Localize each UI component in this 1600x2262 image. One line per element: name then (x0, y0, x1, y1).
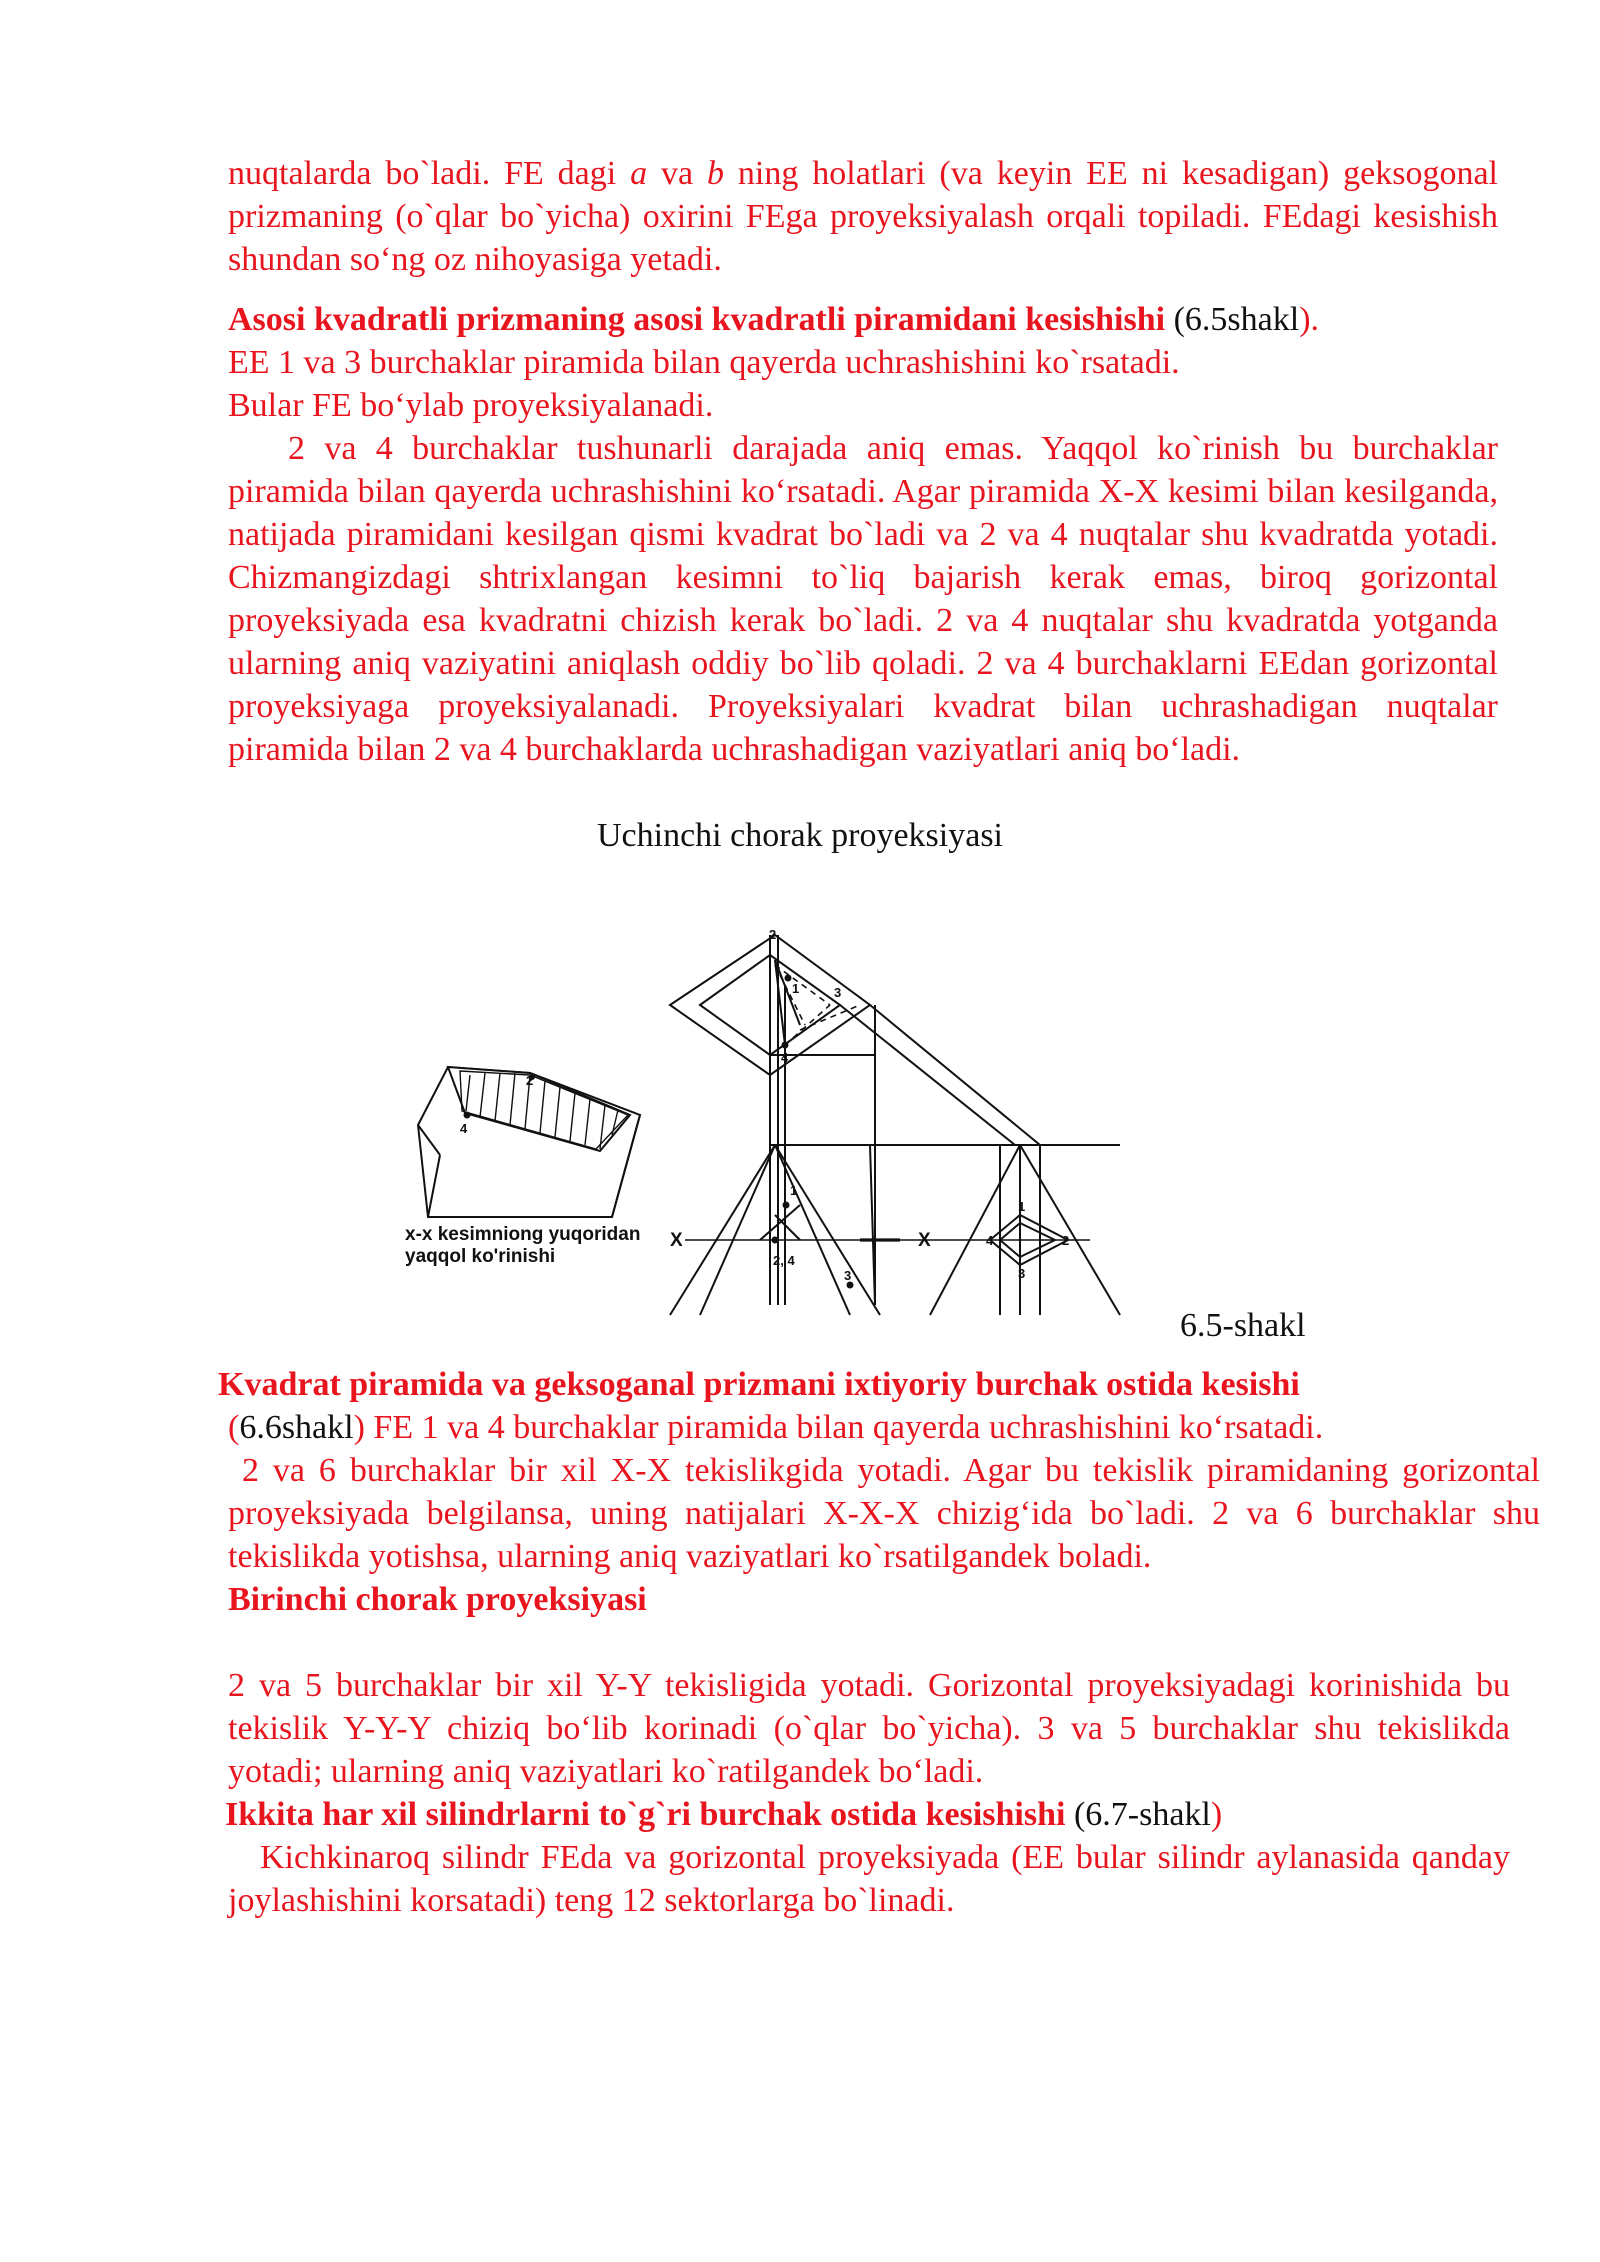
paragraph-intro: nuqtalarda bo`ladi. FE dagi a va b ning holatlari (va keyin EE ni kesadigan) geksogonal prizmaning (o`qlar bo`yicha) oxirini FEga proyeksiyalash orqali topiladi. FEdagi kesishish shundan so‘ng oz nihoyasiga yetadi. (228, 155, 1498, 278)
fig-point-4-top: 4 (781, 1050, 789, 1065)
var-a: a (630, 155, 648, 192)
fig-point-3-top: 3 (834, 985, 842, 1000)
fig-point-1-side: 1 (1018, 1199, 1026, 1214)
fig-point-1-front: 1 (790, 1183, 798, 1198)
fig-point-1-top: 1 (792, 981, 800, 996)
section-heading-pyramid-hexagon: Kvadrat piramida va geksoganal prizmani ixtiyoriy burchak ostida kesishi (218, 1366, 1300, 1403)
axis-label-x-left: X (670, 1230, 683, 1251)
fig-point-4-side: 4 (986, 1233, 994, 1248)
fig-point-2-side: 2 (1062, 1233, 1070, 1248)
section-heading-cylinders: Ikkita har xil silindrlarni to`g`ri burchak ostida kesishishi (6.7-shakl) (225, 1796, 1223, 1833)
figure-label-line2: yaqqol ko'rinishi (405, 1246, 556, 1267)
subcaption-third-quadrant: Uchinchi chorak proyeksiyasi (597, 817, 1003, 854)
fig-point-2-pictorial: 2 (526, 1073, 534, 1088)
paragraph-corners-2-4: 2 va 4 burchaklar tushunarli darajada aniq emas. Yaqqol ko`rinish bu burchaklar piramida bilan qayerda uchrashishini ko‘rsatadi. Agar piramida X-X kesimi bilan kesilganda, natijada piramidani kesilgan qismi kvadrat bo`ladi va 2 va 4 nuqtalar shu kvadratda yotadi. Chizmangizdagi shtrixlangan kesimni to`liq bajarish kerak emas, biroq gorizontal proyeksiyada esa kvadratni chizish kerak bo`ladi. 2 va 4 nuqtalar shu kvadratda yotganda ularning aniq vaziyatini aniqlash oddiy bo`lib qoladi. 2 va 4 burchaklarni EEdan gorizontal proyeksiyaga proyeksiyalanadi. Proyeksiyalari kvadrat bilan uchrashadigan nuqtalar piramida bilan 2 va 4 burchaklarda uchrashadigan vaziyatlari aniq bo‘ladi. (228, 430, 1498, 768)
paragraph-corners-2-6: 2 va 6 burchaklar bir xil X-X tekislikgida yotadi. Agar bu tekislik piramidaning gorizontal proyeksiyada belgilansa, uning natijalari X-X-X chizig‘ida bo`ladi. 2 va 6 burchaklar shu tekislikda yotishsa, ularning aniq vaziyatlari ko`rsatilgandek boladi. (228, 1452, 1540, 1575)
axis-label-x-right: X (918, 1230, 931, 1251)
subheading-first-quadrant: Birinchi chorak proyeksiyasi (228, 1581, 647, 1618)
paragraph-cylinder-sectors: Kichkinaroq silindr FEda va gorizontal proyeksiyada (EE bular silindr aylanasida qanday joylashishini korsatadi) teng 12 sektorlarga bo`linadi. (228, 1839, 1510, 1919)
fig-point-3-front: 3 (844, 1268, 852, 1283)
var-b: b (707, 155, 724, 192)
figure-label-line1: x-x kesimniong yuqoridan (405, 1224, 641, 1245)
figure-6-5 (400, 905, 1160, 1335)
fig-point-3-side: 3 (1018, 1266, 1026, 1281)
line-fig-6-6: (6.6shakl) FE 1 va 4 burchaklar piramida bilan qayerda uchrashishini ko‘rsatadi. (228, 1409, 1324, 1446)
fig-point-24-front: 2, 4 (773, 1253, 795, 1268)
line-ee-corners: EE 1 va 3 burchaklar piramida bilan qayerda uchrashishini ko`rsatadi. (228, 344, 1180, 381)
figure-caption: 6.5-shakl (1180, 1307, 1306, 1344)
section-heading-square-prism: Asosi kvadratli prizmaning asosi kvadratli piramidani kesishishi (6.5shakl). (228, 301, 1320, 338)
fig-point-2-top: 2 (769, 927, 777, 942)
paragraph-corners-2-5: 2 va 5 burchaklar bir xil Y-Y tekisligida yotadi. Gorizontal proyeksiyadagi korinishida bu tekislik Y-Y-Y chiziq bo‘lib korinadi (o`qlar bo`yicha). 3 va 5 burchaklar shu tekislikda yotadi; ularning aniq vaziyatlari ko`ratilgandek bo‘ladi. (228, 1667, 1510, 1790)
line-fe-projection: Bular FE bo‘ylab proyeksiyalanadi. (228, 387, 714, 424)
fig-point-4-pictorial: 4 (460, 1121, 468, 1136)
